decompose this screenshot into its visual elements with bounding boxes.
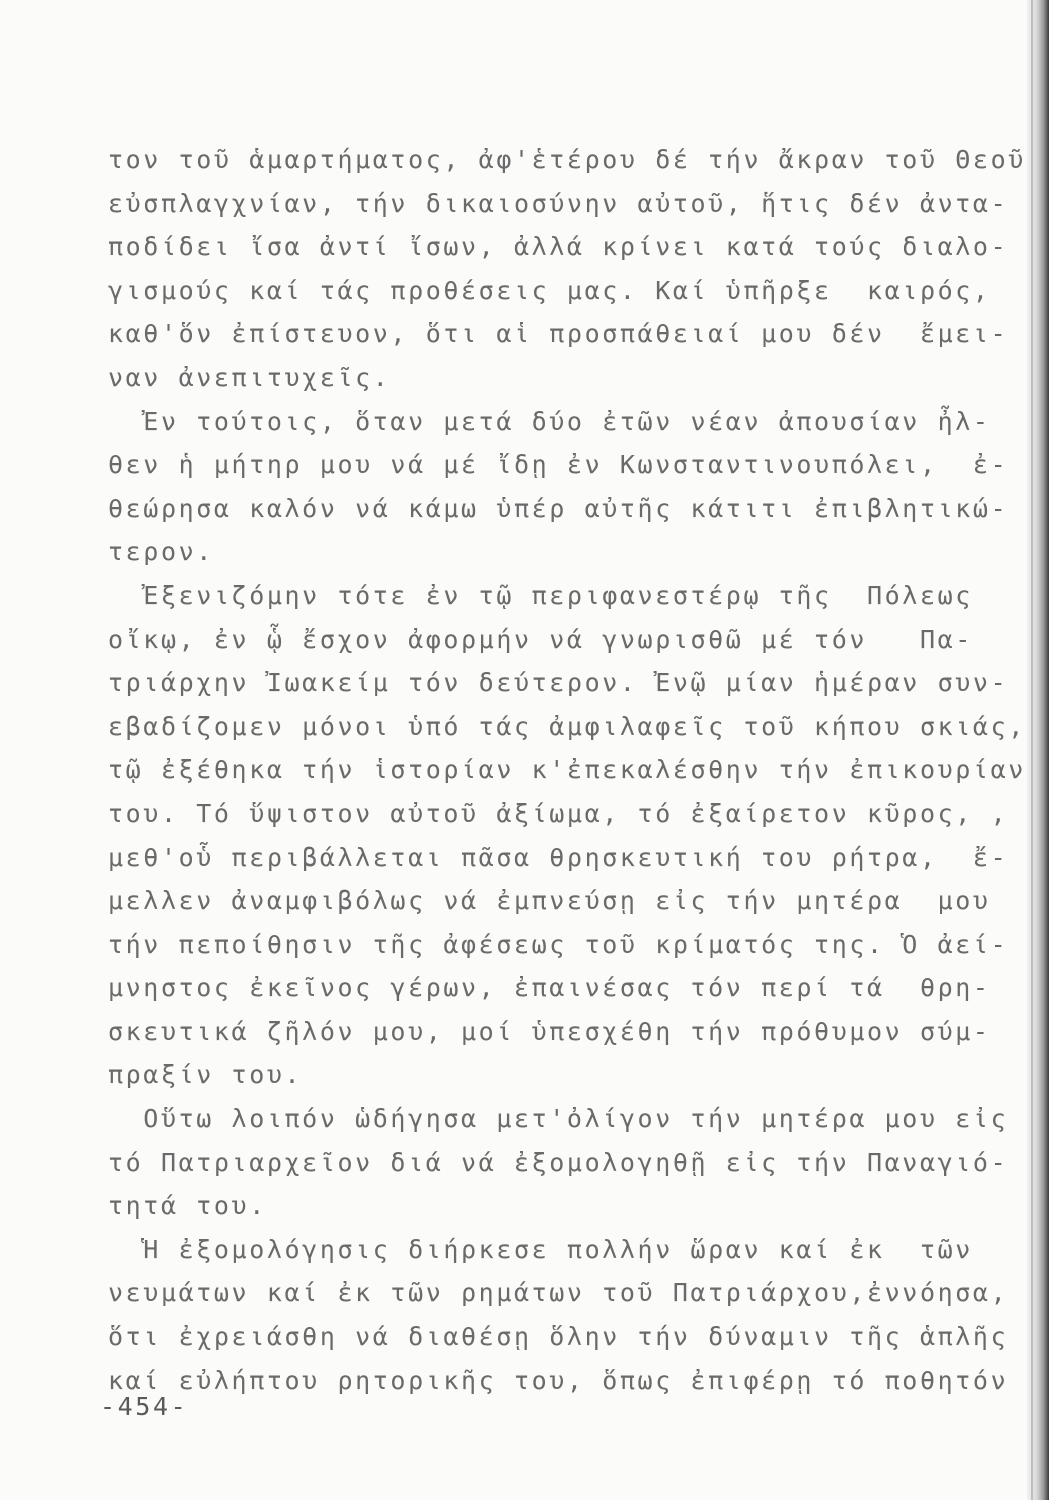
- text-line: θεώρησα καλόν νά κάμω ὑπέρ αὐτῆς κάτιτι ἐπιβλητικώ-: [108, 493, 1009, 523]
- text-line: τον τοῦ ἁμαρτήματος, ἀφ'ἑτέρου δέ τήν ἄκραν τοῦ Θεοῦ: [108, 145, 1026, 174]
- text-line: καθ'ὅν ἐπίστευον, ὅτι αἱ προσπάθειαί μου δέν ἔμει-: [108, 319, 1009, 349]
- text-line: τριάρχην Ἰωακείμ τόν δεύτερον. Ἐνῷ μίαν ἡμέραν συν-: [108, 668, 1009, 698]
- text-line: τητά του.: [108, 1191, 267, 1221]
- text-line: ποδίδει ἴσα ἀντί ἴσων, ἀλλά κρίνει κατά τούς διαλο-: [108, 232, 1009, 262]
- text-line: εὐσπλαγχνίαν, τήν δικαιοσύνην αὐτοῦ, ἥτις δέν ἀντα-: [108, 188, 1009, 218]
- text-line: Ἡ ἐξομολόγησις διήρκεσε πολλήν ὥραν καί ἐκ τῶν: [108, 1234, 973, 1264]
- text-line: γισμούς καί τάς προθέσεις μας. Καί ὑπῆρξε καιρός,: [108, 275, 991, 305]
- text-line: οἴκῳ, ἐν ᾧ ἔσχον ἀφορμήν νά γνωρισθῶ μέ τόν Πα-: [108, 624, 973, 654]
- text-line: πραξίν του.: [108, 1060, 303, 1090]
- text-line: νευμάτων καί ἐκ τῶν ρημάτων τοῦ Πατριάρχου,ἐννόησα,: [108, 1278, 1009, 1308]
- text-line: εβαδίζομεν μόνοι ὑπό τάς ἀμφιλαφεῖς τοῦ κήπου σκιάς,: [108, 711, 1026, 741]
- text-line: του. Τό ὕψιστον αὐτοῦ ἀξίωμα, τό ἐξαίρετον κῦρος, ,: [108, 798, 1009, 828]
- page-edge-line: [1031, 0, 1033, 1500]
- text-line: σκευτικά ζῆλόν μου, μοί ὑπεσχέθη τήν πρόθυμον σύμ-: [108, 1016, 991, 1046]
- text-line: ναν ἀνεπιτυχεῖς.: [108, 362, 391, 392]
- text-line: θεν ἡ μήτηρ μου νά μέ ἴδῃ ἐν Κωνσταντινουπόλει, ἐ-: [108, 450, 1009, 480]
- text-line: μεθ'οὗ περιβάλλεται πᾶσα θρησκευτική του ρήτρα, ἔ-: [108, 842, 1009, 872]
- text-line: Οὕτω λοιπόν ὡδήγησα μετ'ὀλίγον τήν μητέρα μου εἰς: [108, 1104, 1009, 1134]
- text-line: Ἐξενιζόμην τότε ἐν τῷ περιφανεστέρῳ τῆς Πόλεως: [108, 580, 973, 610]
- text-line: Ἐν τούτοις, ὅταν μετά δύο ἐτῶν νέαν ἀπουσίαν ἦλ-: [108, 406, 991, 436]
- text-line: τήν πεποίθησιν τῆς ἀφέσεως τοῦ κρίματός της. Ὁ ἀεί-: [108, 929, 1009, 959]
- body-text: [108, 138, 1026, 1402]
- text-line: μελλεν ἀναμφιβόλως νά ἐμπνεύσῃ εἰς τήν μητέρα μου: [108, 886, 991, 916]
- text-line: τό Πατριαρχεῖον διά νά ἐξομολογηθῇ εἰς τήν Παναγιό-: [108, 1147, 1009, 1177]
- text-line: καί εὐλήπτου ρητορικῆς του, ὅπως ἐπιφέρῃ τό ποθητόν: [108, 1365, 1009, 1395]
- text-line: τερον.: [108, 537, 214, 567]
- text-line: τῷ ἐξέθηκα τήν ἱστορίαν κ'ἐπεκαλέσθην τήν ἐπικουρίαν: [108, 755, 1026, 785]
- page-number: -454-: [100, 1392, 189, 1421]
- text-line: μνηστος ἐκεῖνος γέρων, ἐπαινέσας τόν περί τά θρη-: [108, 973, 991, 1003]
- text-line: ὅτι ἐχρειάσθη νά διαθέσῃ ὅλην τήν δύναμιν τῆς ἁπλῆς: [108, 1322, 1009, 1352]
